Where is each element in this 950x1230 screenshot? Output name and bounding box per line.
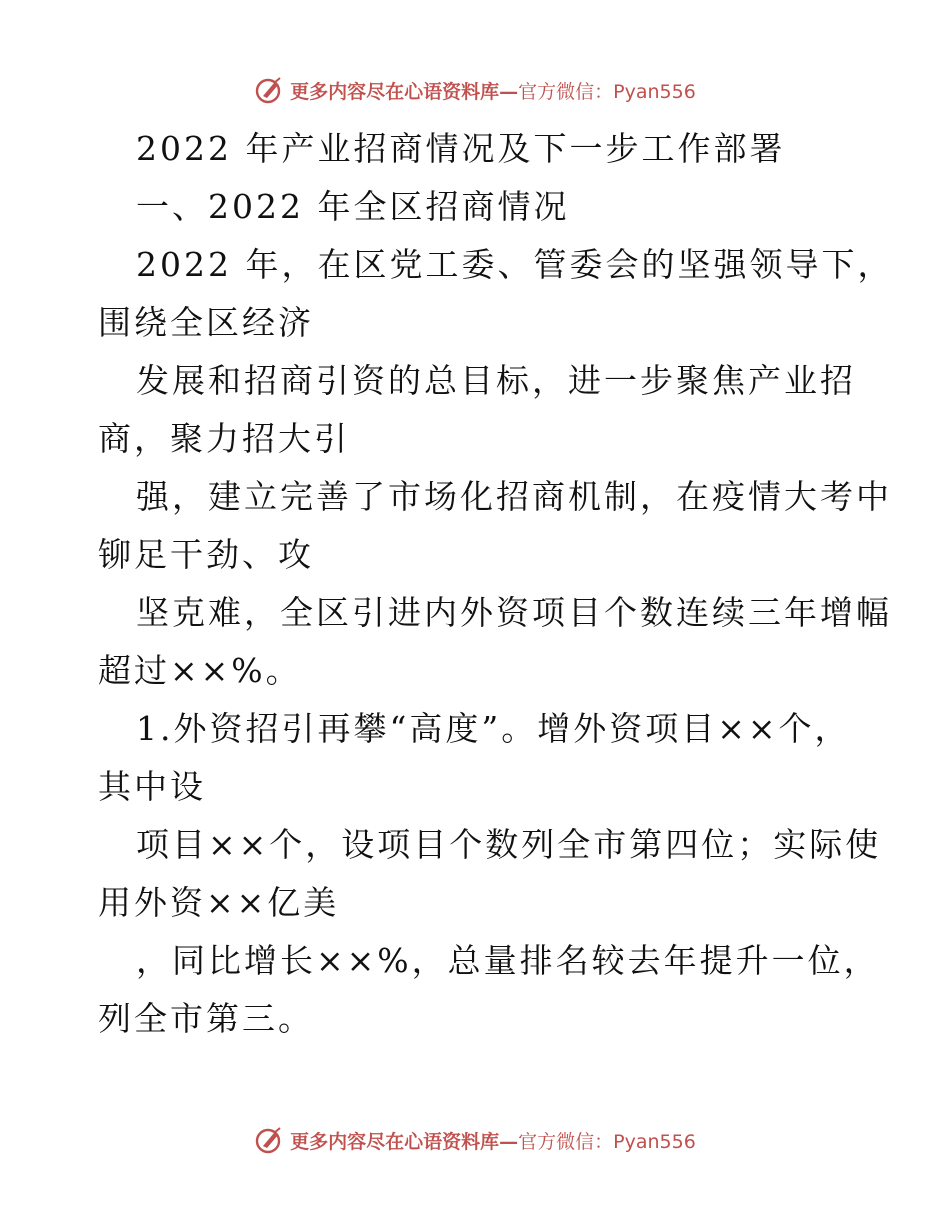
watermark-wechat-text: 官方微信：Pyan556 (518, 1130, 696, 1153)
pen-nib-circle-icon (254, 75, 284, 105)
text-line: 2022 年，在区党工委、管委会的坚强领导下， (136, 245, 894, 284)
pen-nib-circle-icon (254, 1125, 284, 1155)
document-body (98, 120, 894, 1048)
watermark-banner-top (0, 70, 950, 110)
text-line: 围绕全区经济 (98, 303, 314, 342)
text-line: 铆足干劲、攻 (98, 535, 314, 574)
watermark-banner-bottom (0, 1120, 950, 1160)
text-line: 超过××%。 (98, 651, 302, 690)
text-line: 强，建立完善了市场化招商机制，在疫情大考中 (136, 477, 892, 516)
watermark-lead-text: 更多内容尽在心语资料库— (290, 1130, 519, 1153)
text-line: 1.外资招引再攀“高度”。增外资项目××个， (136, 709, 851, 748)
text-line: ，同比增长××%，总量排名较去年提升一位， (136, 941, 880, 980)
watermark-lead-text: 更多内容尽在心语资料库— (290, 80, 519, 103)
text-line: 商，聚力招大引 (98, 419, 350, 458)
text-line: 用外资××亿美 (98, 883, 340, 922)
text-line: 2022 年产业招商情况及下一步工作部署 (136, 129, 786, 168)
text-line: 项目××个，设项目个数列全市第四位；实际使 (136, 825, 882, 864)
text-line: 发展和招商引资的总目标，进一步聚焦产业招 (136, 361, 856, 400)
text-line: 其中设 (98, 767, 206, 806)
watermark-wechat-text: 官方微信：Pyan556 (518, 80, 696, 103)
text-line: 坚克难，全区引进内外资项目个数连续三年增幅 (136, 593, 892, 632)
text-line: 列全市第三。 (98, 999, 314, 1038)
text-line: 一、2022 年全区招商情况 (136, 187, 570, 226)
